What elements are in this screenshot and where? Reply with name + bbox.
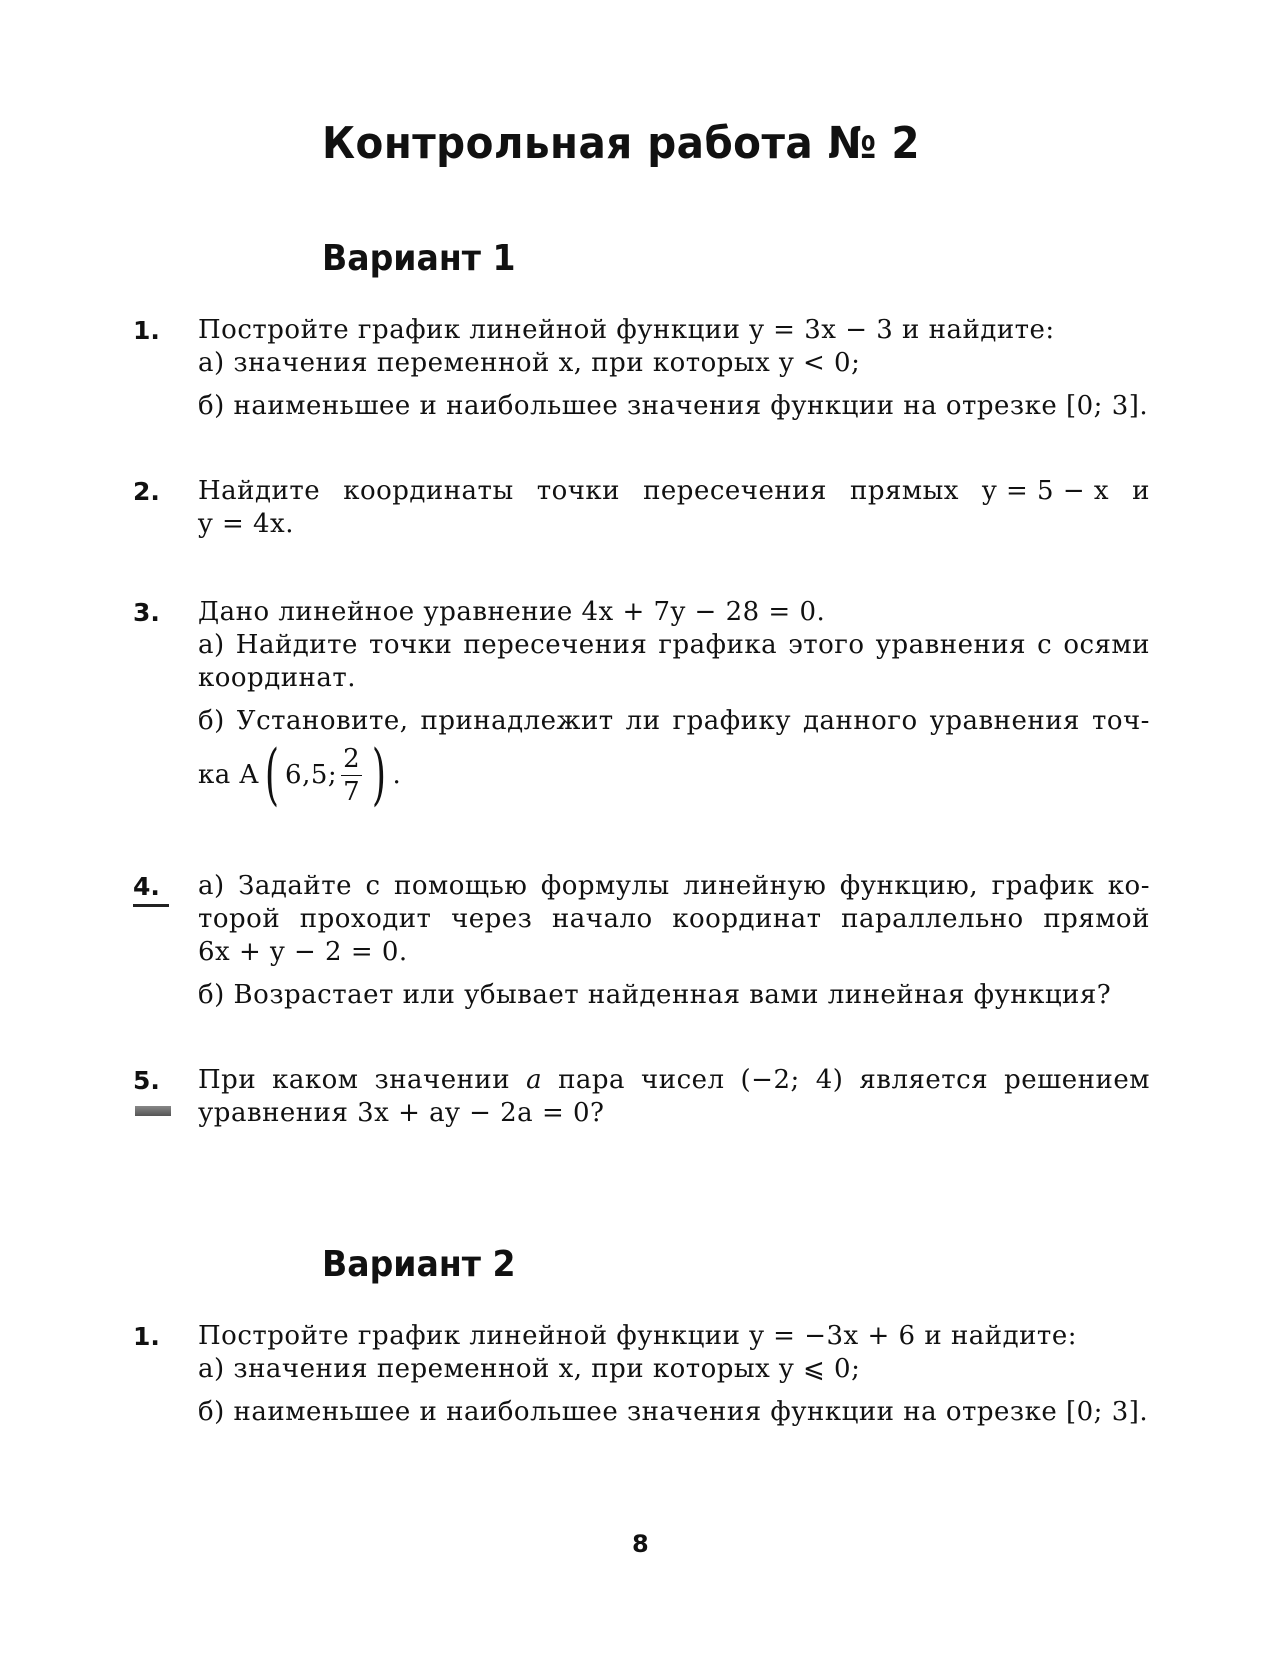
word: решением xyxy=(1004,1065,1150,1095)
word: функцию, xyxy=(839,871,979,901)
word: Установите, xyxy=(236,706,409,736)
fraction xyxy=(341,743,362,808)
task-line: Постройте график линейной функции y = −3x + 6 и найдите: xyxy=(198,1321,1077,1351)
variant-1-heading: Вариант 1 xyxy=(322,238,516,279)
task-line-justified xyxy=(198,705,1150,738)
word: торой xyxy=(198,904,281,934)
task-number: 1. xyxy=(133,1322,160,1351)
word: Задайте xyxy=(238,871,352,901)
word: каком xyxy=(272,1065,359,1095)
word: Найдите xyxy=(235,630,358,660)
word: пара xyxy=(558,1065,626,1095)
page-number: 8 xyxy=(632,1530,649,1558)
task-line-justified xyxy=(198,870,1150,903)
word: ли xyxy=(625,706,661,736)
point-value: 6,5; xyxy=(285,759,338,790)
word: прямых xyxy=(849,476,959,506)
task-body xyxy=(198,314,1150,423)
word: пересечения xyxy=(463,630,648,660)
word: При xyxy=(198,1065,257,1095)
word: является xyxy=(859,1065,989,1095)
task-line: б) наименьшее и наибольшее значения функции на отрезке [0; 3]. xyxy=(198,391,1149,421)
word: осями xyxy=(1063,630,1150,660)
word: уравнения xyxy=(875,630,1027,660)
page-title: Контрольная работа № 2 xyxy=(322,118,921,169)
word: линейную xyxy=(683,871,827,901)
word: помощью xyxy=(394,871,528,901)
word: значении xyxy=(374,1065,511,1095)
task-body xyxy=(198,870,1150,1012)
point-expression xyxy=(198,736,1150,813)
word: а) xyxy=(198,630,225,660)
task-line: Постройте график линейной функции y = 3x − 3 и найдите: xyxy=(198,315,1055,345)
point-a xyxy=(198,736,402,813)
task-body xyxy=(198,475,1150,541)
point-prefix: ка A xyxy=(198,759,259,790)
task-line: уравнения 3x + ay − 2a = 0? xyxy=(198,1098,605,1128)
word: y = 5 − x xyxy=(982,476,1110,506)
task-line: 6x + y − 2 = 0. xyxy=(198,937,408,967)
point-end: . xyxy=(392,759,402,790)
word: a xyxy=(526,1065,543,1095)
word: координаты xyxy=(343,476,514,506)
fraction-numerator: 2 xyxy=(343,743,361,774)
word: ко- xyxy=(1107,871,1150,901)
word: и xyxy=(1132,476,1150,506)
word: точки xyxy=(536,476,621,506)
task-body xyxy=(198,1064,1150,1130)
right-paren: ) xyxy=(372,736,387,813)
word: проходит xyxy=(299,904,432,934)
word: принадлежит xyxy=(420,706,614,736)
word: б) xyxy=(198,706,225,736)
task-line: б) Возрастает или убывает найденная вами линейная функция? xyxy=(198,980,1112,1010)
task-number: 5. xyxy=(133,1064,169,1097)
word: чисел xyxy=(641,1065,725,1095)
word: Найдите xyxy=(198,476,321,506)
word: а) xyxy=(198,871,225,901)
task-line-justified xyxy=(198,475,1150,508)
task-line-justified xyxy=(198,629,1150,662)
word: данного xyxy=(803,706,918,736)
task-line-justified xyxy=(198,1064,1150,1097)
task-number: 3. xyxy=(133,598,160,627)
task-line: а) значения переменной x, при которых y ⩽ 0; xyxy=(198,1354,861,1384)
task-number: 2. xyxy=(133,477,160,506)
word: формулы xyxy=(540,871,670,901)
word: графику xyxy=(672,706,792,736)
word: пересечения xyxy=(643,476,827,506)
word: с xyxy=(1037,630,1053,660)
task-line: координат. xyxy=(198,663,357,693)
task-line: y = 4x. xyxy=(198,509,294,539)
word: график xyxy=(991,871,1095,901)
fraction-denominator: 7 xyxy=(343,776,361,807)
task-line: б) наименьшее и наибольшее значения функции на отрезке [0; 3]. xyxy=(198,1397,1149,1427)
variant-2-heading: Вариант 2 xyxy=(322,1244,516,1285)
left-paren: ( xyxy=(264,736,280,813)
word: графика xyxy=(658,630,778,660)
word: начало xyxy=(551,904,653,934)
task-number: 4. xyxy=(133,870,169,907)
task-line: Дано линейное уравнение 4x + 7y − 28 = 0. xyxy=(198,597,826,627)
task-body xyxy=(198,1320,1150,1429)
word: прямой xyxy=(1043,904,1150,934)
task-body xyxy=(198,596,1150,813)
word: точки xyxy=(369,630,453,660)
task-number: 1. xyxy=(133,316,160,345)
word: (−2; xyxy=(740,1065,800,1095)
word: с xyxy=(365,871,381,901)
word: через xyxy=(451,904,533,934)
word: параллельно xyxy=(841,904,1024,934)
word: точ- xyxy=(1091,706,1150,736)
word: этого xyxy=(788,630,865,660)
task-line: а) значения переменной x, при которых y < 0; xyxy=(198,348,861,378)
word: 4) xyxy=(815,1065,844,1095)
word: координат xyxy=(672,904,822,934)
word: уравнения xyxy=(929,706,1080,736)
task-line-justified xyxy=(198,903,1150,936)
